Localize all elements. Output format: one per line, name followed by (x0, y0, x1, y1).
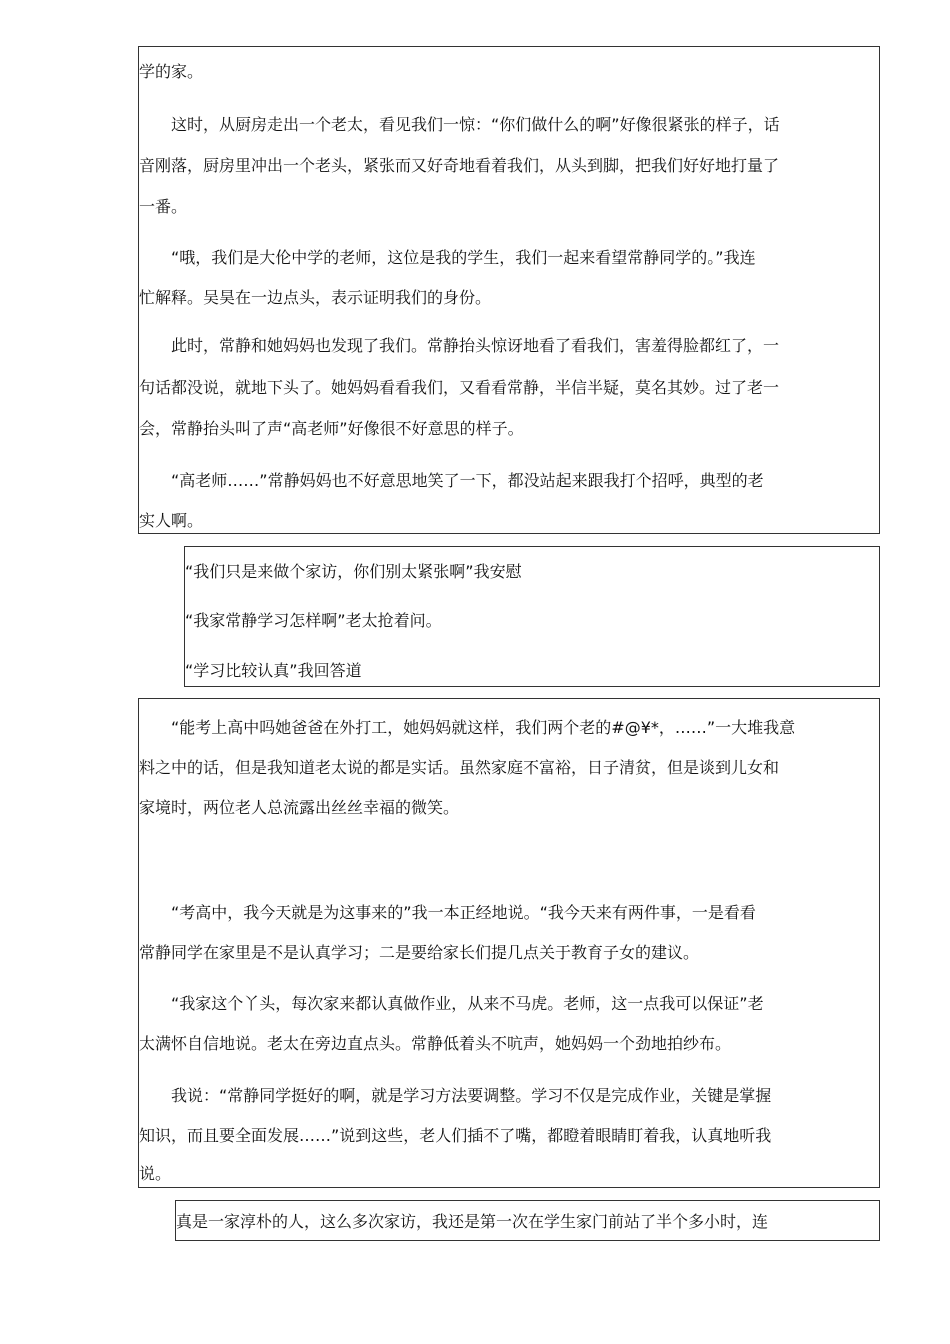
paragraph-line: 家境时，两位老人总流露出丝丝幸福的微笑。 (139, 798, 460, 817)
paragraph-line: “考高中，我今天就是为这事来的”我一本正经地说。“我今天来有两件事，一是看看 (171, 903, 756, 922)
paragraph-line: 句话都没说，就地下头了。她妈妈看看我们，又看看常静，半信半疑，莫名其妙。过了老一 (139, 378, 780, 397)
paragraph-line: 太满怀自信地说。老太在旁边直点头。常静低着头不吭声，她妈妈一个劲地拍纱布。 (139, 1034, 732, 1053)
paragraph-line: 忙解释。吴昊在一边点头，表示证明我们的身份。 (139, 288, 492, 307)
dialogue-line: “我家常静学习怎样啊”老太抢着问。 (185, 611, 442, 630)
paragraph-line: “高老师……”常静妈妈也不好意思地笑了一下，都没站起来跟我打个招呼，典型的老 (171, 471, 764, 490)
paragraph-line: 音刚落，厨房里冲出一个老头，紧张而又好奇地看着我们，从头到脚，把我们好好地打量了 (139, 156, 780, 175)
dialogue-line: “学习比较认真”我回答道 (185, 661, 362, 680)
paragraph-line: “我家这个丫头，每次家来都认真做作业，从来不马虎。老师，这一点我可以保证”老 (171, 994, 764, 1013)
paragraph-line: 一番。 (139, 197, 188, 216)
paragraph-line: 料之中的话，但是我知道老太说的都是实话。虽然家庭不富裕，日子清贫，但是谈到儿女和 (139, 758, 780, 777)
paragraph-line: 这时，从厨房走出一个老太，看见我们一惊：“你们做什么的啊”好像很紧张的样子，话 (171, 115, 780, 134)
paragraph-line: 会，常静抬头叫了声“高老师”好像很不好意思的样子。 (139, 419, 524, 438)
paragraph-line: 真是一家淳朴的人，这么多次家访，我还是第一次在学生家门前站了半个多小时，连 (176, 1212, 769, 1231)
paragraph-line: 常静同学在家里是不是认真学习；二是要给家长们提几点关于教育子女的建议。 (139, 943, 700, 962)
text-block-2 (184, 546, 880, 687)
dialogue-line: “我们只是来做个家访，你们别太紧张啊”我安慰 (185, 562, 522, 581)
text-block-1 (138, 46, 880, 534)
paragraph-line: “能考上高中吗她爸爸在外打工，她妈妈就这样，我们两个老的#@¥*，……”一大堆我意 (171, 718, 796, 737)
text-block-4 (175, 1200, 880, 1241)
paragraph-line: 学的家。 (139, 62, 204, 81)
paragraph-line: 说。 (139, 1164, 172, 1183)
paragraph-line: 实人啊。 (139, 511, 204, 530)
text-block-3 (138, 698, 880, 1188)
paragraph-line: 我说：“常静同学挺好的啊，就是学习方法要调整。学习不仅是完成作业，关键是掌握 (171, 1086, 772, 1105)
paragraph-line: “哦，我们是大伦中学的老师，这位是我的学生，我们一起来看望常静同学的。”我连 (171, 248, 756, 267)
paragraph-line: 此时，常静和她妈妈也发现了我们。常静抬头惊讶地看了看我们，害羞得脸都红了，一 (171, 336, 780, 355)
paragraph-line: 知识，而且要全面发展……”说到这些，老人们插不了嘴，都瞪着眼睛盯着我，认真地听我 (139, 1126, 772, 1145)
